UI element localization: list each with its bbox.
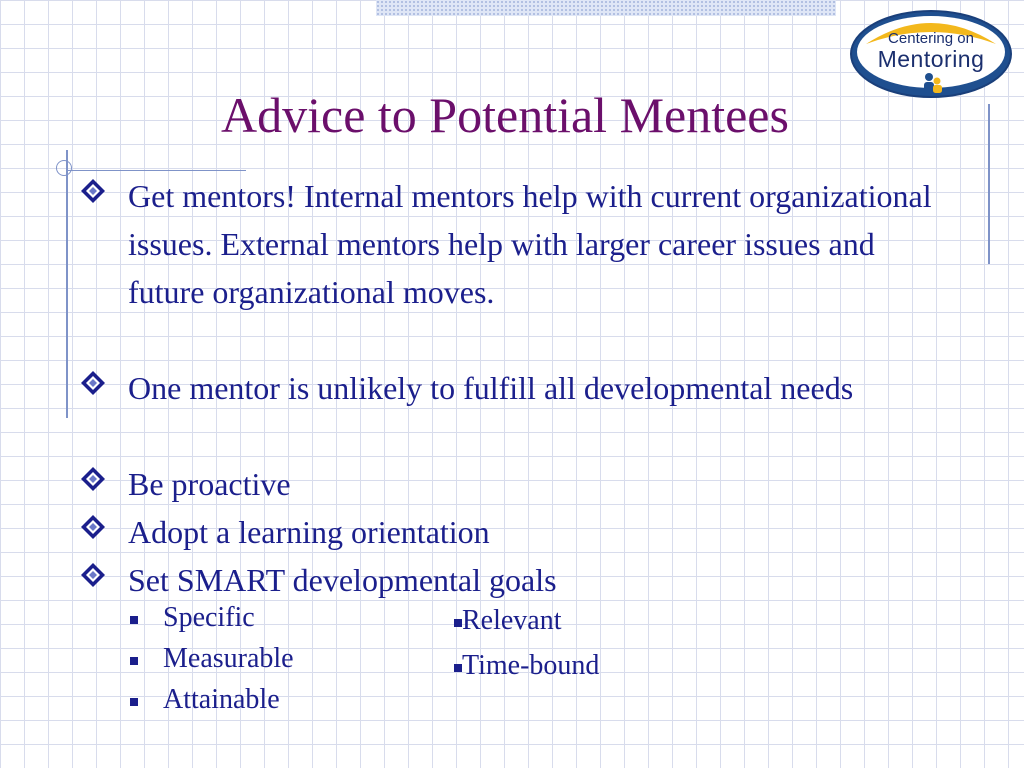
diamond-bullet-icon	[80, 370, 106, 396]
logo-text-centering-on: Centering on	[888, 30, 974, 47]
sub-item-specific	[130, 602, 255, 634]
sub-item-measurable	[130, 643, 294, 675]
sub-item-label: Time-bound	[462, 650, 600, 681]
sub-item-label: Relevant	[462, 605, 562, 636]
sub-item-relevant	[454, 605, 562, 637]
diamond-bullet-icon	[80, 514, 106, 540]
bullet-text: Set SMART developmental goals	[128, 562, 557, 598]
decorative-horizontal-line	[66, 170, 246, 171]
decorative-vertical-line-left	[66, 150, 68, 418]
logo-text-mentoring: Mentoring	[877, 46, 985, 72]
diamond-bullet-icon	[80, 562, 106, 588]
sub-item-time-bound	[454, 650, 599, 682]
top-decorative-band	[376, 0, 836, 16]
bullet-text: One mentor is unlikely to fulfill all developmental needs	[128, 370, 854, 406]
square-bullet-icon	[130, 616, 138, 624]
square-bullet-icon	[130, 657, 138, 665]
square-bullet-icon	[454, 664, 462, 672]
bullet-text: Be proactive	[128, 466, 291, 502]
sub-item-attainable	[130, 684, 280, 716]
sub-item-label: Attainable	[163, 684, 280, 715]
decorative-circle	[56, 160, 72, 176]
slide-title: Advice to Potential Mentees	[221, 87, 789, 143]
sub-item-label: Measurable	[163, 643, 294, 674]
decorative-vertical-line-right	[988, 104, 990, 264]
sub-item-label: Specific	[163, 602, 255, 633]
square-bullet-icon	[130, 698, 138, 706]
bullet-text: Get mentors! Internal mentors help with current organizational issues. External mentors help with larger career issues and future organizational moves.	[128, 178, 932, 310]
square-bullet-icon	[454, 619, 462, 627]
diamond-bullet-icon	[80, 466, 106, 492]
diamond-bullet-icon	[80, 178, 106, 204]
bullet-text: Adopt a learning orientation	[128, 514, 490, 550]
